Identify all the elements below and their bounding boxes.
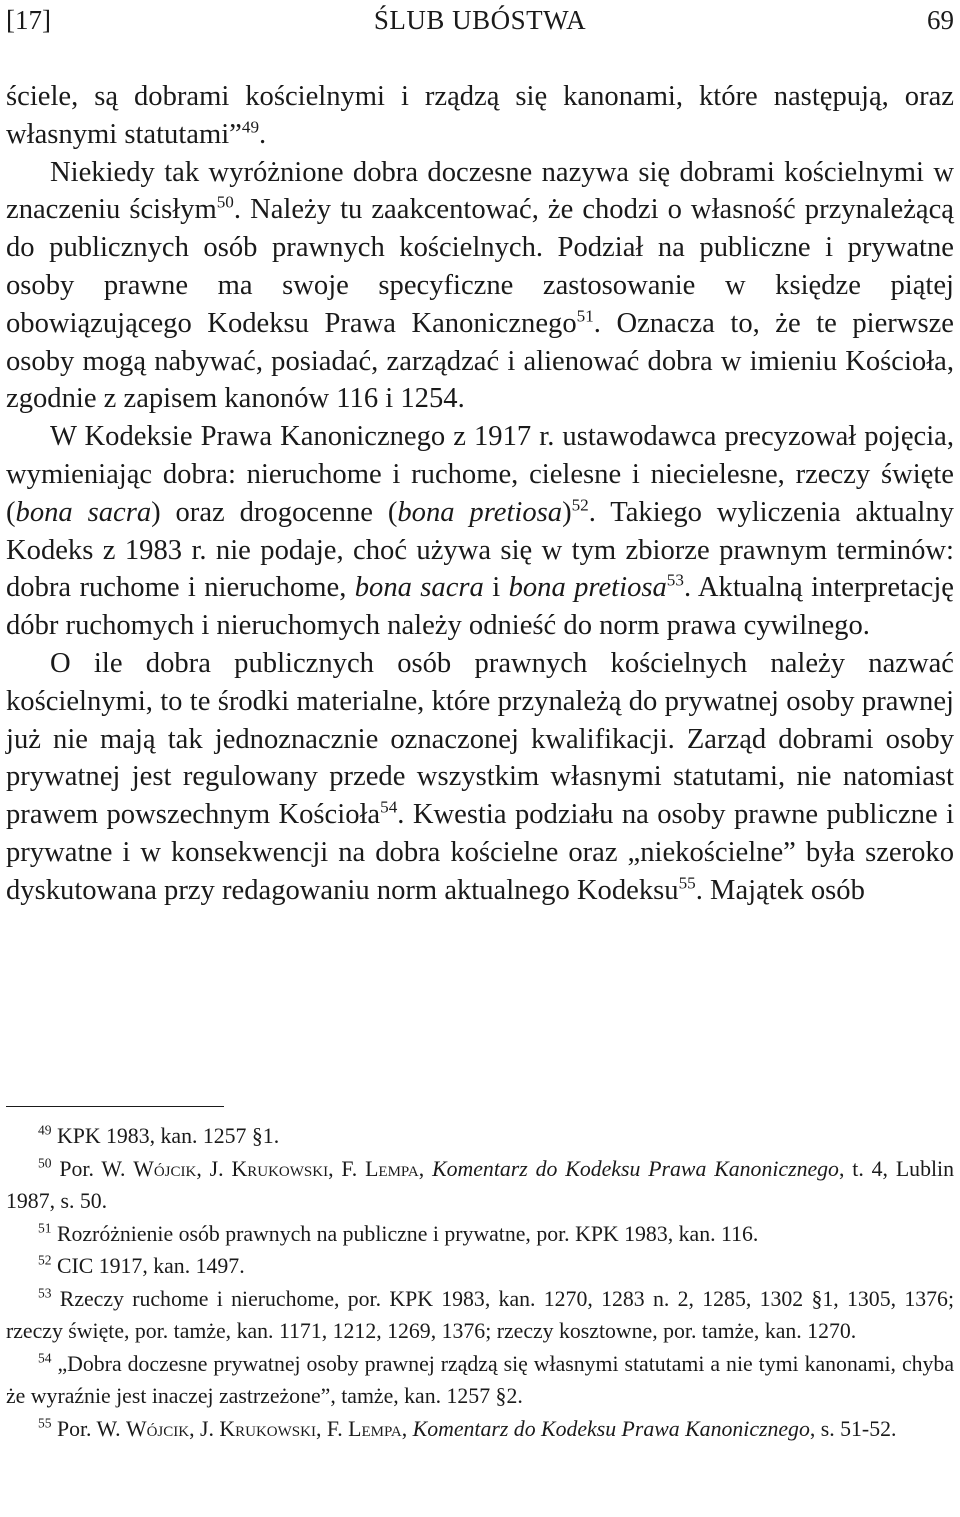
footnote-ref-54[interactable]: 54 — [380, 797, 398, 817]
text-run: . Oznacza to, że te pierwsze osoby mogą nabywać, posiadać, zarządzać i alienować dobra w imieniu Kościoła, zgodnie z zapisem kanonów 116 i 1254. — [6, 307, 954, 415]
text-run: . Należy tu zaakcentować, że chodzi o własność przynależącą do publicznych osób prawnych kościelnych. Podział na publiczne i prywatne osoby prawne ma swoje specyficzne zastosowanie w księdze piątej obowiązującego Kodeksu Prawa Kanonicznego — [6, 194, 954, 339]
footnote-55 — [6, 1413, 954, 1446]
footnote-text: Rzeczy ruchome i nieruchome, por. KPK 1983, kan. 1270, 1283 n. 2, 1285, 1302 §1, 1305, 1376; rzeczy święte, por. tamże, kan. 1171, 1212, 1269, 1376; rzeczy kosztowne, por. tamże, kan. 1270. — [6, 1286, 954, 1343]
footnote-number: 49 — [38, 1122, 52, 1138]
page-number: 69 — [927, 5, 954, 35]
footnote-text: Por. W. — [51, 1416, 127, 1441]
footnote-51 — [6, 1218, 954, 1251]
author-name: Lempa — [365, 1156, 419, 1181]
footnote-text: Por. W. — [51, 1156, 134, 1181]
text-run: ) oraz drogocenne ( — [151, 496, 398, 528]
footnote-separator — [6, 1106, 224, 1107]
latin-term: bona pretiosa — [508, 572, 667, 604]
latin-term: bona sacra — [15, 496, 152, 528]
running-title: ŚLUB UBÓSTWA — [373, 5, 587, 35]
text-run: i — [483, 572, 509, 604]
footnote-number: 50 — [38, 1155, 52, 1171]
footnote-number: 55 — [38, 1415, 52, 1431]
footnote-50 — [6, 1153, 954, 1218]
author-name: Wójcik — [126, 1416, 190, 1441]
footnote-54 — [6, 1348, 954, 1413]
footnote-text: , — [401, 1416, 413, 1441]
text-run: ) — [562, 496, 572, 528]
work-title: Komentarz do Kodeksu Prawa Kanonicznego — [432, 1156, 839, 1181]
footnote-text: , F. — [315, 1416, 349, 1441]
author-name: Krukowski — [231, 1156, 329, 1181]
footnote-text: , t. 4, Lublin 1987, s. 50. — [6, 1156, 954, 1213]
text-run: ściele, są dobrami kościelnymi i rządzą się kanonami, które następują, oraz własnymi statutami” — [6, 81, 954, 150]
footnote-text: KPK 1983, kan. 1257 §1. — [51, 1124, 280, 1148]
text-run: W Kodeksie Prawa Kanonicznego z 1917 r. ustawodawca precyzował pojęcia, wymieniając dobra: nieruchome i ruchome, cielesne i niecielesne, rzeczy święte ( — [6, 421, 954, 528]
paragraph-1 — [6, 78, 954, 154]
latin-term: bona pretiosa — [397, 496, 563, 528]
chapter-marker: [17] — [6, 5, 51, 35]
footnote-ref-50[interactable]: 50 — [216, 192, 234, 212]
footnote-52 — [6, 1250, 954, 1283]
paragraph-2 — [6, 154, 954, 419]
text-run: O ile dobra publicznych osób prawnych kościelnych należy nazwać kościelnymi, to te środki materialne, które przynależą do prywatnej osoby prawnej już nie mają tak jednoznacznie oznaczonej kwalifikacji. Zarząd dobrami osoby prywatnej jest regulowany przede wszystkim własnymi statutami, nie natomiast prawem powszechnym Kościoła — [6, 647, 954, 831]
main-text — [6, 78, 954, 910]
footnote-53 — [6, 1283, 954, 1348]
text-run: . Kwestia podziału na osoby prawne publiczne i prywatne i w konsekwencji na dobra kościelne oraz „niekościelne” była szeroko dyskutowana przy redagowaniu norm aktualnego Kodeksu — [6, 799, 955, 906]
author-name: Lempa — [348, 1416, 402, 1441]
footnote-text: , — [418, 1156, 433, 1181]
footnote-text: CIC 1917, kan. 1497. — [51, 1254, 245, 1278]
paragraph-4 — [6, 645, 954, 910]
footnote-number: 51 — [38, 1220, 52, 1236]
text-run: Niekiedy tak wyróżnione dobra doczesne nazywa się dobrami kościelnymi w znaczeniu ścisłym — [6, 156, 954, 226]
footnote-ref-53[interactable]: 53 — [666, 570, 684, 590]
footnote-number: 54 — [38, 1350, 52, 1366]
footnote-49 — [6, 1120, 954, 1153]
footnote-text: , J. — [196, 1156, 232, 1181]
text-run: . Majątek osób — [695, 874, 865, 906]
footnote-ref-55[interactable]: 55 — [678, 873, 696, 893]
text-run: . Takiego wyliczenia aktualny Kodeks z 1983 r. nie podaje, choć używa się w tym zbiorze prawnym terminów: dobra ruchome i nieruchome, — [6, 496, 954, 604]
footnotes — [6, 1120, 954, 1445]
footnote-ref-52[interactable]: 52 — [571, 495, 589, 515]
author-name: Krukowski — [219, 1416, 316, 1441]
work-title: Komentarz do Kodeksu Prawa Kanonicznego — [412, 1416, 810, 1441]
running-head — [6, 2, 954, 38]
footnote-number: 52 — [38, 1252, 52, 1268]
footnote-text: , F. — [328, 1156, 366, 1181]
text-run: . — [259, 118, 267, 150]
author-name: Wójcik — [133, 1156, 197, 1181]
text-run: . Aktualną interpretację dóbr ruchomych i nieruchomych należy odnieść do norm prawa cywilnego. — [6, 572, 954, 642]
paragraph-3 — [6, 418, 954, 645]
footnote-text: Rozróżnienie osób prawnych na publiczne i prywatne, por. KPK 1983, kan. 116. — [51, 1221, 759, 1246]
latin-term: bona sacra — [354, 572, 484, 604]
footnote-text: „Dobra doczesne prywatnej osoby prawnej rządzą się własnymi statutami a nie tymi kanonami, chyba że wyraźnie jest inaczej zastrzeżone”, tamże, kan. 1257 §2. — [6, 1351, 954, 1408]
footnote-text: , s. 51-52. — [809, 1416, 897, 1441]
footnote-text: , J. — [189, 1416, 220, 1441]
footnote-ref-51[interactable]: 51 — [576, 306, 594, 326]
footnote-ref-49[interactable]: 49 — [241, 117, 260, 137]
footnote-number: 53 — [38, 1285, 52, 1301]
